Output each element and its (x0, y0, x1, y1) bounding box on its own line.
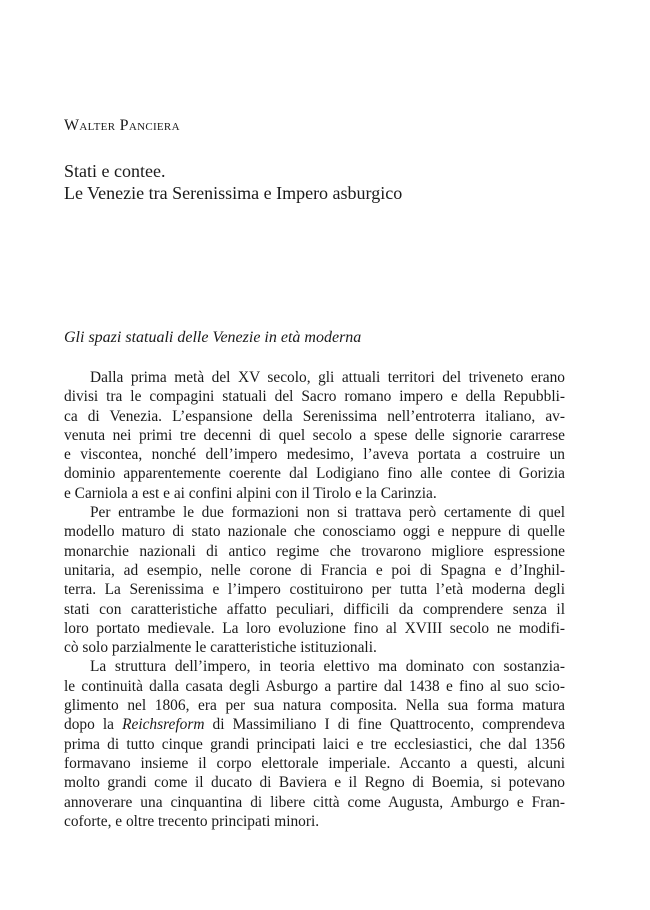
text-line: unitaria, ad esempio, nelle corone di Francia e poi di Spagna e d’Inghil- (64, 561, 565, 579)
text-line: cò solo parzialmente le caratteristiche istituzionali. (64, 639, 377, 657)
text-line: divisi tra le compagini statuali del Sacro romano impero e della Repubbli- (64, 388, 565, 406)
text-line: formavano insieme il corpo elettorale imperiale. Accanto a questi, alcuni (64, 754, 565, 772)
chapter-title (64, 160, 402, 204)
body-text (64, 368, 565, 831)
text-segment: di Massimiliano I di fine Quattrocento, comprendeva (204, 716, 565, 734)
text-line: molto grandi come il ducato di Baviera e il Regno di Boemia, si potevano (64, 774, 565, 792)
text-line: dominio apparentemente coerente dal Lodigiano fino alle contee di Gorizia (64, 465, 565, 483)
italic-term: Reichsreform (122, 716, 205, 734)
text-line: venuta nei primi tre decenni di quel secolo a spese delle signorie cararrese (64, 426, 565, 444)
text-line: Per entrambe le due formazioni non si trattava però certamente di quel (90, 504, 565, 522)
text-line: e viscontea, nonché dell’impero medesimo, l’aveva portata a costruire un (64, 446, 565, 464)
text-line: prima di tutto cinque grandi principati laici e tre ecclesiastici, che dal 1356 (64, 735, 565, 753)
text-line: monarchie nazionali di antico regime che trovarono migliore espressione (64, 542, 565, 560)
text-line: ca di Venezia. L’espansione della Serenissima nell’entroterra italiano, av- (64, 407, 565, 425)
text-line-mixed (64, 715, 565, 734)
text-line: le continuità dalla casata degli Asburgo a partire dal 1438 e fino al suo scio- (64, 677, 565, 695)
text-line: loro portato medievale. La loro evoluzione fino al XVIII secolo ne modifi- (64, 619, 565, 637)
author-name: Walter Panciera (64, 117, 180, 134)
chapter-title-line-2: Le Venezie tra Serenissima e Impero asburgico (64, 183, 403, 203)
text-line: glimento nel 1806, era per sua natura composita. Nella sua forma matura (64, 697, 565, 715)
text-line: Dalla prima metà del XV secolo, gli attuali territori del triveneto erano (90, 369, 565, 386)
text-segment: dopo la (64, 716, 123, 734)
chapter-title-line-1: Stati e contee. (64, 161, 166, 181)
text-line: La struttura dell’impero, in teoria elettivo ma dominato con sostanzia- (90, 658, 565, 676)
text-line: modello maturo di stato nazionale che conosciamo oggi e neppure di quelle (64, 523, 565, 541)
text-line: terra. La Serenissima e l’impero costituirono per tutta l’età moderna degli (64, 581, 565, 599)
text-line: coforte, e oltre trecento principati minori. (64, 812, 320, 830)
section-heading: Gli spazi statuali delle Venezie in età moderna (64, 329, 362, 346)
text-line: annoverare una cinquantina di libere città come Augusta, Amburgo e Fran- (64, 793, 565, 811)
text-line: e Carniola a est e ai confini alpini con il Tirolo e la Carinzia. (64, 484, 437, 502)
text-line: stati con caratteristiche affatto peculiari, difficili da comprendere senza il (64, 600, 565, 618)
